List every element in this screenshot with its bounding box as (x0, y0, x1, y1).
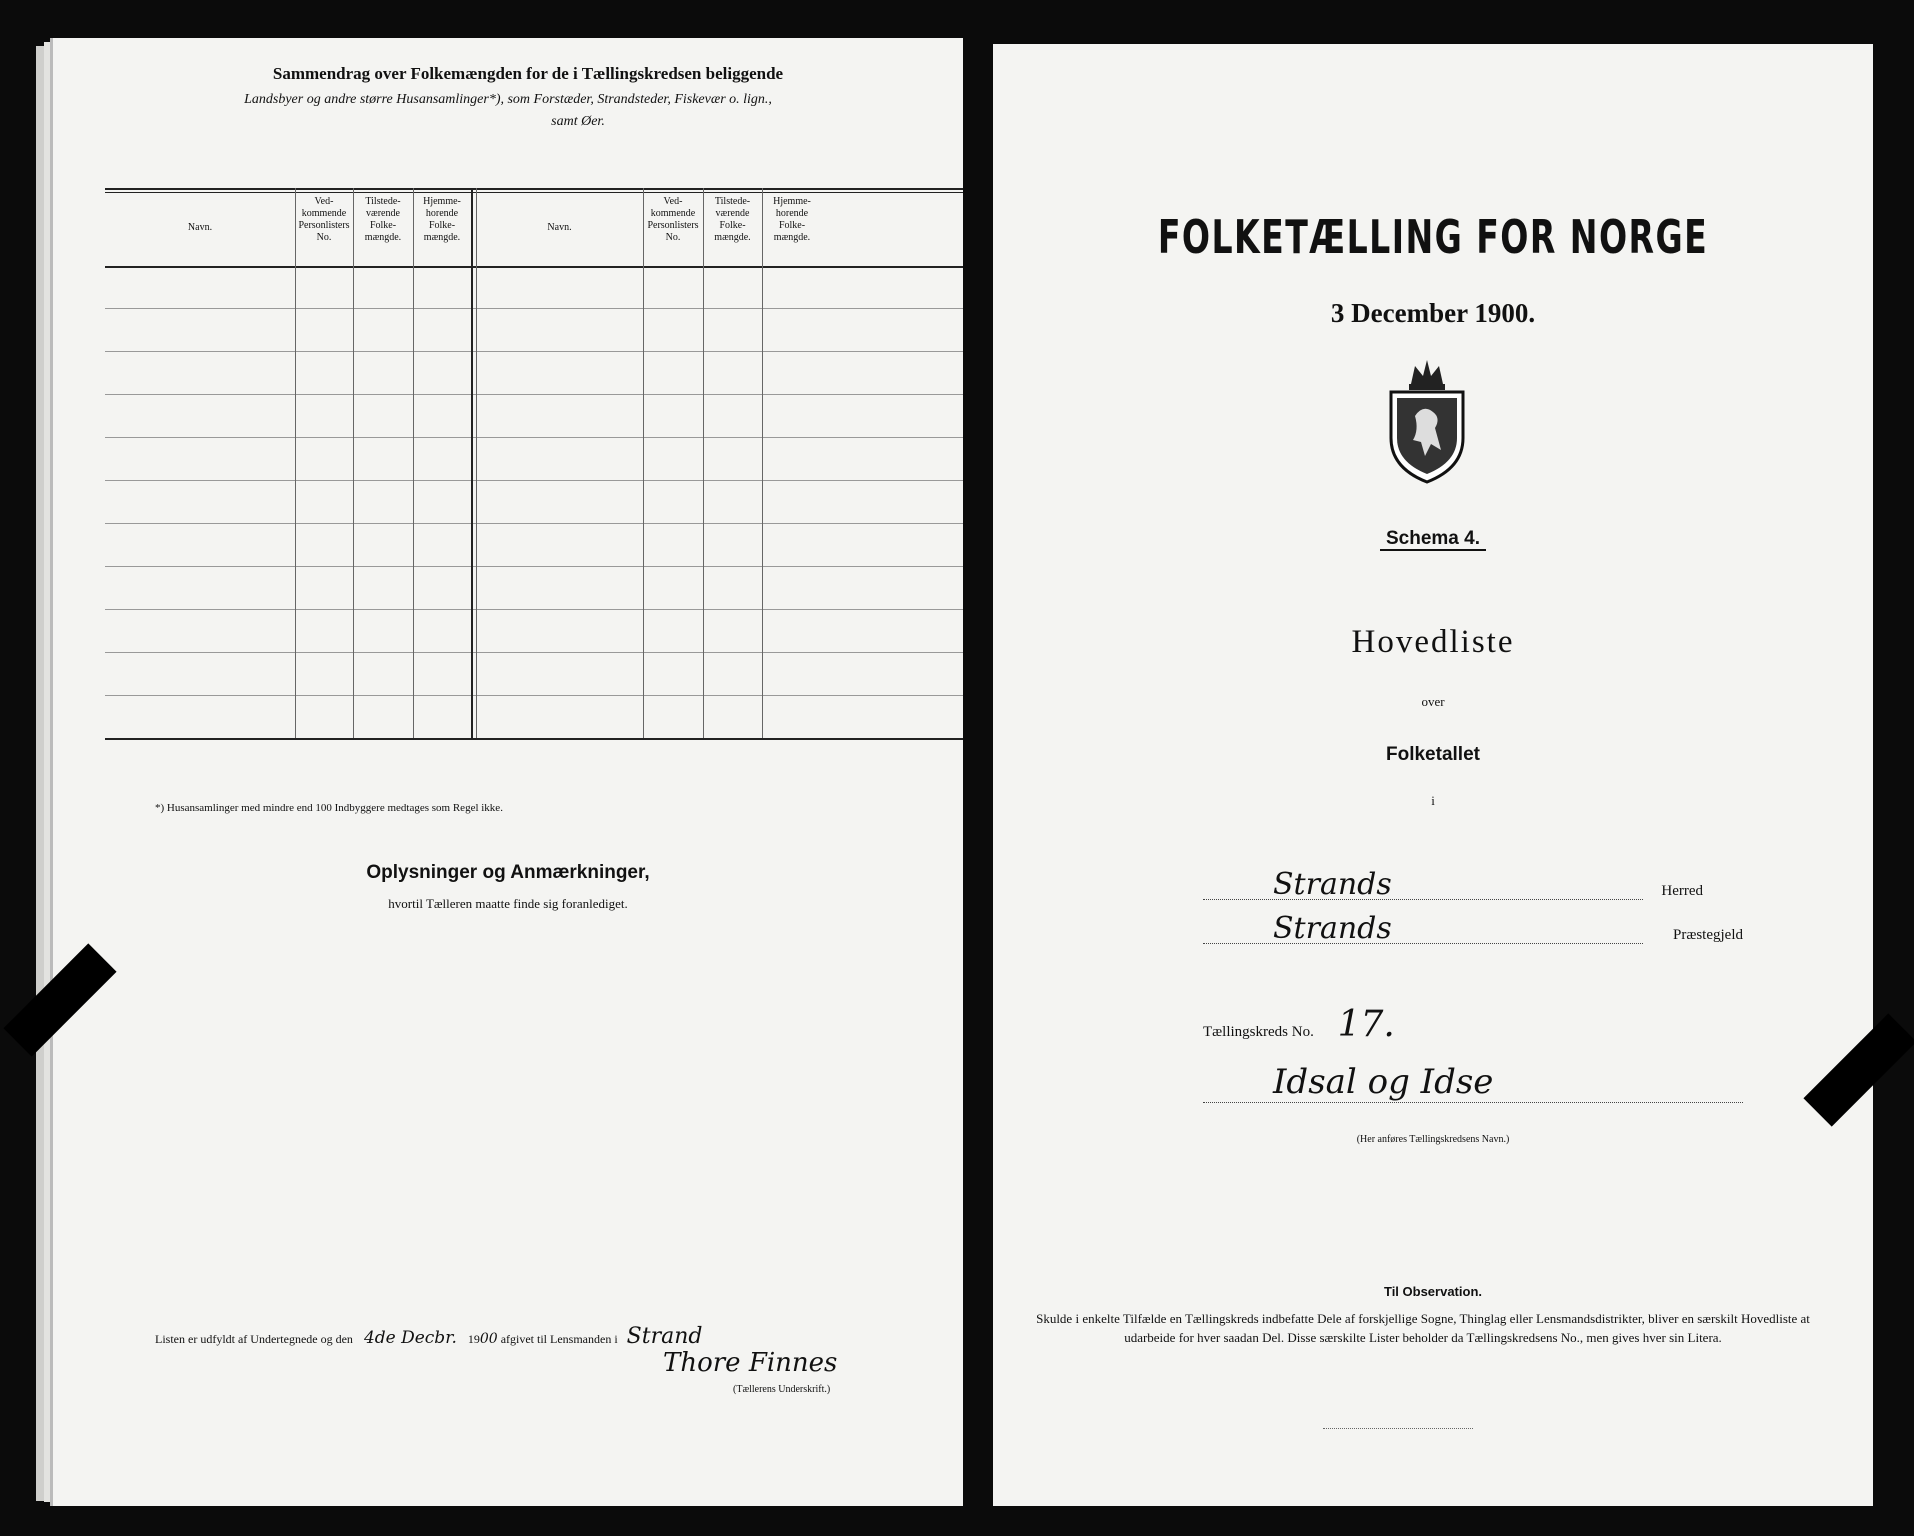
kreds-number: 17. (1337, 1004, 1395, 1045)
summary-title: Sammendrag over Folkemængden for de i Tællingskredsen beliggende (272, 64, 784, 83)
praestegjeld-field (1203, 908, 1763, 948)
folketallet-label: Folketallet (1386, 744, 1480, 765)
col-header-navn: Navn. (187, 222, 213, 233)
herred-label: Herred (1661, 883, 1703, 899)
census-date: 3 December 1900. (1330, 298, 1536, 328)
kreds-number-field (1203, 1004, 1395, 1045)
kreds-name-caption: (Her anføres Tællingskredsens Navn.) (1356, 1134, 1510, 1145)
col-header-vedkommende-2: Ved- kommende Personlisters No. (647, 196, 699, 243)
enumerator-signature: Thore Finnes (663, 1348, 838, 1378)
col-header-tilstede: Tilstede- værende Folke- mængde. (364, 196, 402, 243)
summary-table (105, 188, 963, 793)
col-header-tilstede-2: Tilstede- værende Folke- mængde. (714, 196, 751, 243)
schema-text: Schema 4. (1380, 528, 1486, 551)
over-label: over (1421, 694, 1445, 709)
signature-text: Listen er udfyldt af Undertegnede og den (155, 1332, 353, 1346)
col-header-vedkommende: Ved- kommende Personlisters No. (298, 196, 350, 243)
hovedliste-title: Hovedliste (1351, 624, 1515, 660)
col-header-navn-2: Navn. (547, 222, 572, 233)
praestegjeld-value: Strands (1273, 911, 1392, 946)
summary-subtitle: Landsbyer og andre større Husansamlinger*), som Forstæder, Strandsteder, Fiskevær o. lign., (244, 92, 772, 107)
signature-place: Strand (626, 1324, 703, 1349)
summary-subtitle-2: samt Øer. (551, 114, 605, 129)
praestegjeld-label: Præstegjeld (1673, 927, 1743, 943)
census-title: FOLKETÆLLING FOR NORGE (1157, 210, 1709, 264)
left-page (50, 38, 963, 1506)
signature-year-prefix: 19 (467, 1332, 480, 1346)
col-header-hjemme-2: Hjemme- horende Folke- mængde. (773, 196, 811, 243)
herred-value: Strands (1273, 867, 1392, 902)
herred-field (1203, 864, 1763, 904)
i-label: i (1431, 793, 1435, 808)
observation-text: Skulde i enkelte Tilfælde en Tællingskreds indbefatte Dele af forskjellige Sogne, Thinglag eller Lensmandsdistrikter, bliver en særskilt Hovedliste at udarbeide for hver saadan Del. Disse særskilte Lister beholder da Tællingskredsens No., men gives hver sin Litera. (1036, 1311, 1810, 1345)
signature-date: 4de Decbr. (363, 1328, 457, 1348)
signature-text-3: afgivet til Lensmanden i (500, 1332, 618, 1346)
remarks-subtitle: hvortil Tælleren maatte finde sig foranlediget. (388, 896, 628, 911)
kreds-name: Idsal og Idse (1273, 1062, 1494, 1102)
kreds-label: Tællingskreds No. (1203, 1024, 1314, 1040)
signature-line (155, 1324, 702, 1349)
schema-label (993, 528, 1873, 550)
col-header-hjemme: Hjemme- horende Folke- mængde. (423, 196, 461, 243)
observation-title: Til Observation. (1383, 1284, 1482, 1299)
kreds-name-field (1203, 1054, 1743, 1103)
remarks-title: Oplysninger og Anmærkninger, (366, 862, 650, 883)
right-page (993, 44, 1873, 1506)
footnote: *) Husansamlinger med mindre end 100 Indbyggere medtages som Regel ikke. (155, 802, 503, 814)
coat-of-arms-icon (1371, 356, 1483, 486)
signature-year: 00 (479, 1331, 498, 1347)
signature-label: (Tællerens Underskrift.) (733, 1384, 831, 1395)
